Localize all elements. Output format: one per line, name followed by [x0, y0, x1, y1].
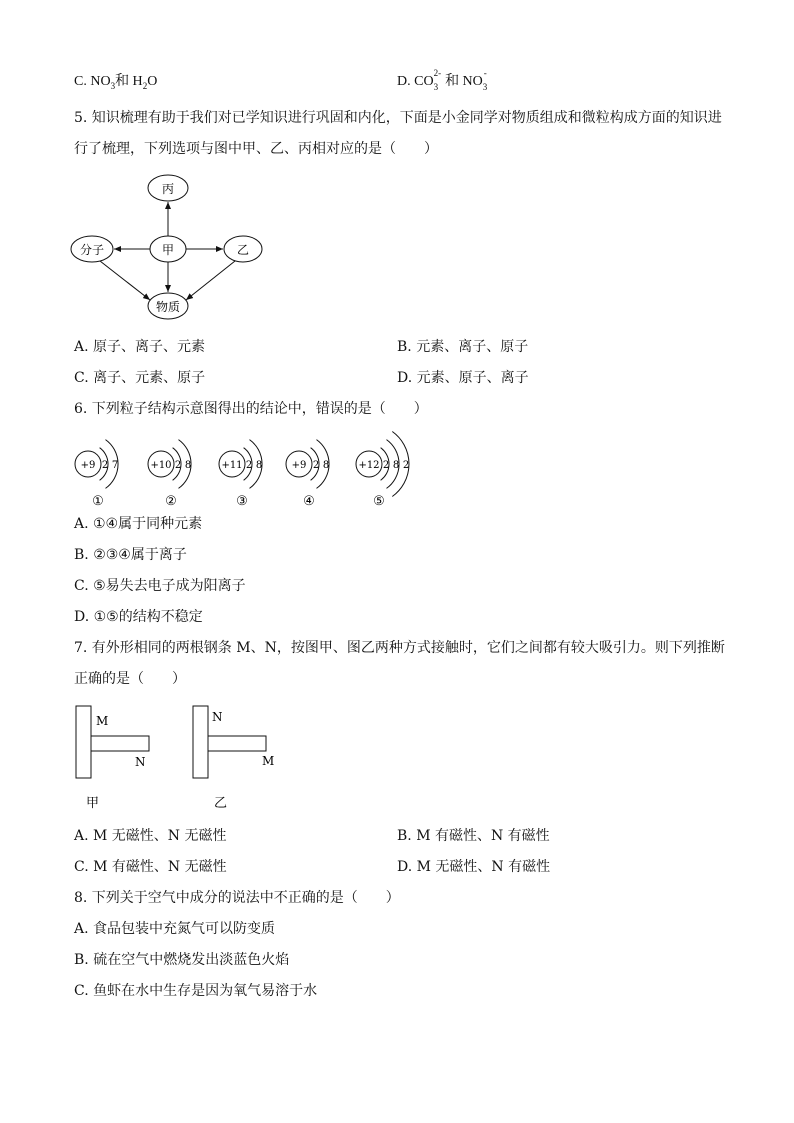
shell-electron-count: 2 [382, 460, 390, 471]
q7-stem-line1: 7. 有外形相同的两根钢条 M、N，按图甲、图乙两种方式接触时，它们之间都有较大吸引力。则下列推断 [74, 640, 725, 656]
particle-label: ④ [303, 494, 315, 509]
shell-electron-count: 2 [174, 460, 182, 471]
q5-stem-line1: 5. 知识梳理有助于我们对已学知识进行巩固和内化，下面是小金同学对物质组成和微粒构成方面的知识进 [74, 110, 722, 126]
nucleus-charge: +9 [291, 460, 307, 471]
particle-label: ① [92, 494, 104, 509]
label-fenzi: 分子 [79, 243, 105, 257]
shell-electron-count: 8 [392, 460, 400, 471]
q8-option-c[interactable]: C. 鱼虾在水中生存是因为氧气易溶于水 [74, 983, 318, 999]
q7-stem-line2: 正确的是（ ） [74, 671, 186, 687]
q6-option-a[interactable]: A. ①④属于同种元素 [74, 516, 203, 532]
q6-option-c[interactable]: C. ⑤易失去电子成为阳离子 [74, 578, 246, 594]
q8-stem: 8. 下列关于空气中成分的说法中不正确的是（ ） [74, 890, 400, 906]
jia-horizontal-bar [91, 736, 149, 751]
q7-option-a[interactable]: A. M 无磁性、N 无磁性 [74, 828, 227, 844]
nucleus-charge: +10 [150, 460, 172, 471]
q6-option-d[interactable]: D. ①⑤的结构不稳定 [74, 609, 203, 625]
nucleus-charge: +12 [358, 460, 380, 471]
q5-option-d[interactable]: D. 元素、原子、离子 [397, 370, 529, 386]
q6-option-b[interactable]: B. ②③④属于离子 [74, 547, 187, 563]
label-wuzhi: 物质 [155, 300, 181, 314]
nucleus-charge: +9 [80, 460, 96, 471]
q5-option-a[interactable]: A. 原子、离子、元素 [74, 339, 206, 355]
particle-4 [286, 440, 329, 509]
jia-caption: 甲 [86, 796, 100, 811]
arrow-fenzi-to-wuzhi [100, 261, 150, 300]
q4-option-c[interactable]: C. $NO_3$和 $H_2O$ [74, 74, 158, 91]
label-bing: 丙 [161, 182, 175, 196]
q7-magnet-figures [66, 700, 296, 815]
label-jia: 甲 [161, 243, 175, 257]
yi-vertical-label: N [212, 710, 223, 724]
particle-2 [148, 440, 191, 509]
q8-option-a[interactable]: A. 食品包装中充氮气可以防变质 [74, 921, 276, 937]
shell-electron-count: 2 [312, 460, 320, 471]
jia-horizontal-label: N [135, 755, 146, 769]
shell-electron-count: 8 [322, 460, 330, 471]
shell-electron-count: 2 [402, 460, 410, 471]
q5-concept-diagram [60, 165, 280, 325]
arrow-yi-to-wuzhi [186, 261, 235, 300]
particle-label: ③ [236, 494, 248, 509]
shell-electron-count: 2 [245, 460, 253, 471]
jia-vertical-label: M [96, 714, 109, 728]
q5-option-b[interactable]: B. 元素、离子、原子 [397, 339, 529, 355]
q7-option-b[interactable]: B. M 有磁性、N 有磁性 [397, 828, 550, 844]
q5-stem-line2: 行了梳理，下列选项与图中甲、乙、丙相对应的是（ ） [74, 141, 438, 157]
particle-label: ② [165, 494, 177, 509]
q6-stem: 6. 下列粒子结构示意图得出的结论中，错误的是（ ） [74, 401, 428, 417]
q6-particle-diagrams [66, 424, 436, 514]
yi-horizontal-bar [208, 736, 266, 751]
shell-electron-count: 8 [255, 460, 263, 471]
label-yi: 乙 [236, 243, 250, 257]
shell-electron-count: 2 [101, 460, 109, 471]
q7-option-d[interactable]: D. M 无磁性、N 有磁性 [397, 859, 551, 875]
particle-5 [356, 432, 409, 510]
jia-vertical-bar [76, 706, 91, 778]
shell-electron-count: 8 [184, 460, 192, 471]
nucleus-charge: +11 [221, 460, 243, 471]
q7-option-c[interactable]: C. M 有磁性、N 无磁性 [74, 859, 227, 875]
yi-caption: 乙 [214, 796, 228, 811]
particle-label: ⑤ [373, 494, 385, 509]
q8-option-b[interactable]: B. 硫在空气中燃烧发出淡蓝色火焰 [74, 952, 290, 968]
particle-3 [219, 440, 262, 509]
q5-option-c[interactable]: C. 离子、元素、原子 [74, 370, 206, 386]
q4-option-d[interactable]: D. CO 2- 3 和 NO - 3 [397, 67, 488, 92]
particle-1 [75, 440, 118, 509]
shell-electron-count: 7 [111, 460, 119, 471]
yi-horizontal-label: M [262, 754, 275, 768]
yi-vertical-bar [193, 706, 208, 778]
